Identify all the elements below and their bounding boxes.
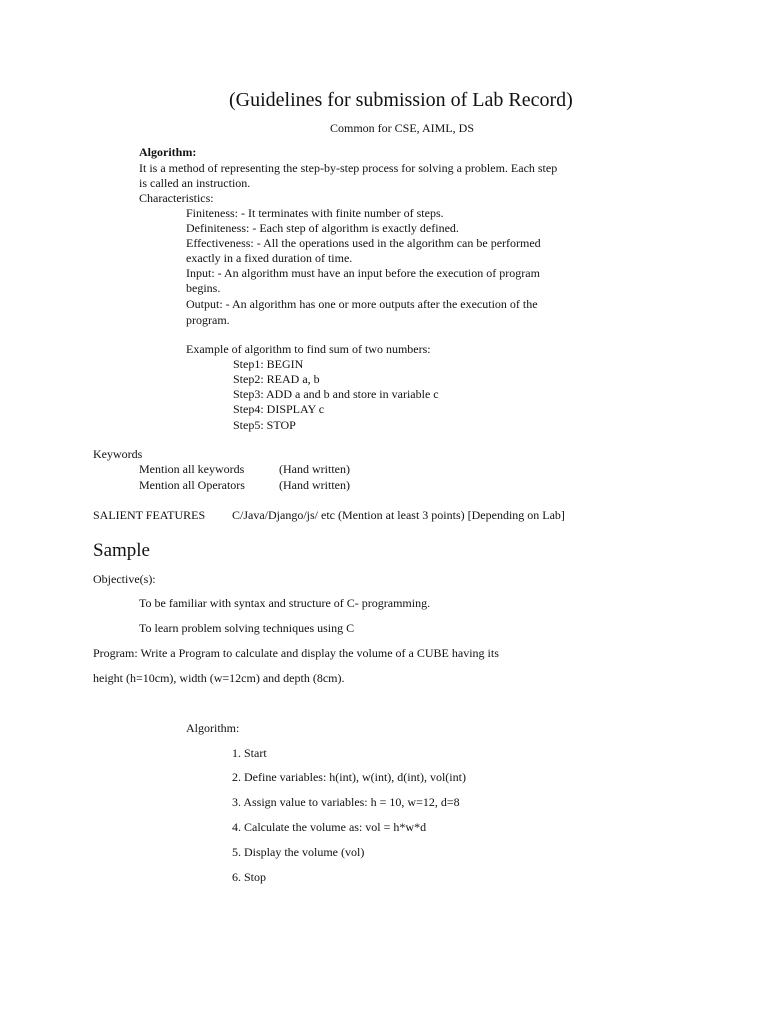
objective-item: To be familiar with syntax and structure of C- programming. — [139, 596, 431, 610]
objectives-label: Objective(s): — [93, 572, 156, 586]
characteristic-line: Finiteness: - It terminates with finite number of steps. — [186, 206, 444, 220]
characteristic-line: Effectiveness: - All the operations used in the algorithm can be performed — [186, 236, 541, 250]
example-step: Step1: BEGIN — [233, 357, 304, 371]
sample-algorithm-step: 4. Calculate the volume as: vol = h*w*d — [232, 820, 427, 834]
sample-algorithm-step: 5. Display the volume (vol) — [232, 845, 365, 859]
keywords-label: Keywords — [93, 447, 143, 461]
salient-features-label: SALIENT FEATURES — [93, 508, 206, 522]
algorithm-description-line: It is a method of representing the step-by-step process for solving a problem. Each step — [139, 161, 558, 175]
program-line: Program: Write a Program to calculate and display the volume of a CUBE having its — [93, 646, 499, 660]
sample-algorithm-step: 3. Assign value to variables: h = 10, w=12, d=8 — [232, 795, 460, 809]
characteristic-line: Definiteness: - Each step of algorithm is exactly defined. — [186, 221, 459, 235]
keywords-note: (Hand written) — [279, 478, 350, 492]
page-subtitle: Common for CSE, AIML, DS — [330, 121, 475, 135]
page-title: (Guidelines for submission of Lab Record) — [229, 89, 573, 111]
example-step: Step3: ADD a and b and store in variable c — [233, 387, 439, 401]
algorithm-description-line: is called an instruction. — [139, 176, 251, 190]
program-line: height (h=10cm), width (w=12cm) and depth (8cm). — [93, 671, 345, 685]
keywords-item: Mention all Operators — [139, 478, 245, 492]
keywords-item: Mention all keywords — [139, 462, 245, 476]
characteristics-label: Characteristics: — [139, 191, 214, 205]
example-step: Step5: STOP — [233, 418, 296, 432]
salient-features-text: C/Java/Django/js/ etc (Mention at least 3 points) [Depending on Lab] — [232, 508, 565, 522]
keywords-note: (Hand written) — [279, 462, 350, 476]
sample-algorithm-step: 6. Stop — [232, 870, 267, 884]
example-label: Example of algorithm to find sum of two numbers: — [186, 342, 431, 356]
sample-heading: Sample — [93, 540, 150, 561]
algorithm-heading: Algorithm: — [139, 145, 197, 159]
objective-item: To learn problem solving techniques using C — [139, 621, 355, 635]
sample-algorithm-label: Algorithm: — [186, 721, 240, 735]
characteristic-line: begins. — [186, 281, 221, 295]
characteristic-line: exactly in a fixed duration of time. — [186, 251, 353, 265]
sample-algorithm-step: 1. Start — [232, 746, 267, 760]
characteristic-line: Output: - An algorithm has one or more outputs after the execution of the — [186, 297, 538, 311]
sample-algorithm-step: 2. Define variables: h(int), w(int), d(int), vol(int) — [232, 770, 466, 784]
example-step: Step4: DISPLAY c — [233, 402, 325, 416]
example-step: Step2: READ a, b — [233, 372, 320, 386]
characteristic-line: Input: - An algorithm must have an input before the execution of program — [186, 266, 540, 280]
characteristic-line: program. — [186, 313, 230, 327]
